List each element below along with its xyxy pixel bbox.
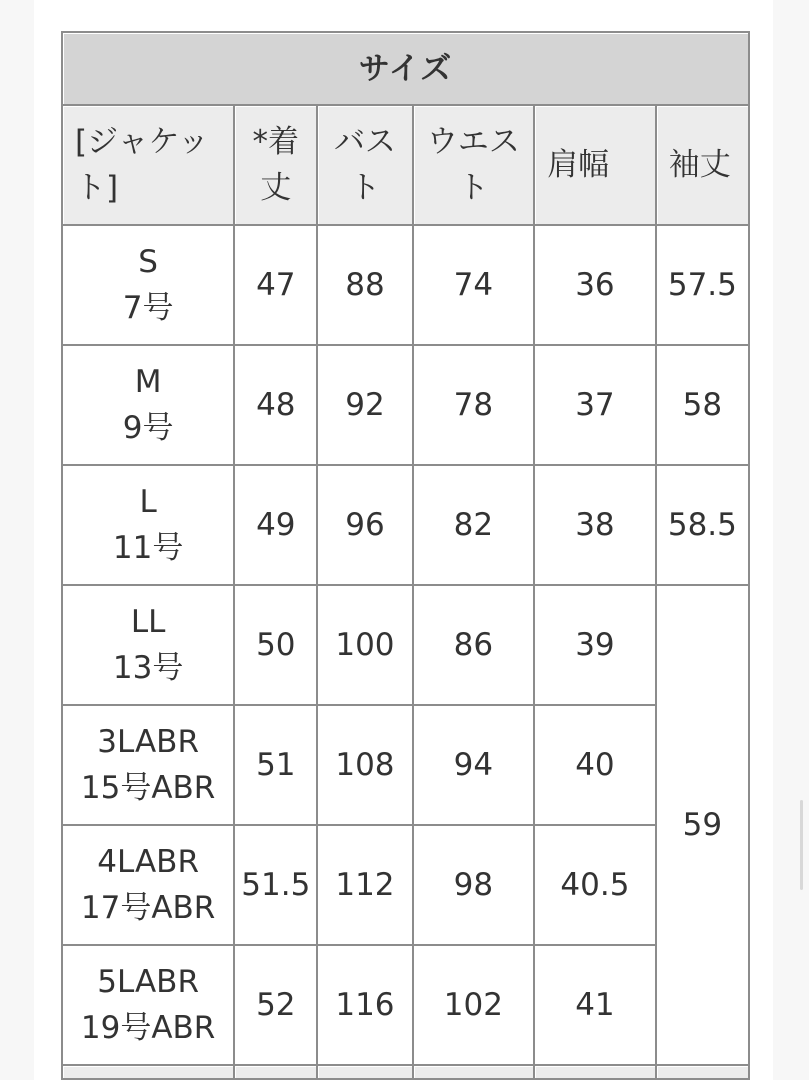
partial-cell [318, 1066, 413, 1080]
shoulder-cell: 41 [535, 946, 657, 1066]
length-cell: 48 [235, 346, 318, 466]
waist-cell: 86 [414, 586, 536, 706]
waist-cell: 82 [414, 466, 536, 586]
size-cell: LL 13号 [63, 586, 235, 706]
header-bust: バスト [318, 106, 413, 226]
shoulder-cell: 38 [535, 466, 657, 586]
header-waist: ウエスト [414, 106, 536, 226]
size-cell: 5LABR 19号ABR [63, 946, 235, 1066]
shoulder-cell: 40 [535, 706, 657, 826]
partial-cell [657, 1066, 750, 1080]
scrollbar-thumb[interactable] [800, 800, 803, 890]
table-row [63, 826, 750, 946]
header-size: [ジャケット] [63, 106, 235, 226]
shoulder-cell: 40.5 [535, 826, 657, 946]
page-margin-right [773, 0, 809, 1080]
page-margin-left [0, 0, 34, 1080]
bust-cell: 108 [318, 706, 413, 826]
bust-cell: 88 [318, 226, 413, 346]
table-row-partial [63, 1066, 750, 1080]
table-row [63, 466, 750, 586]
table-row [63, 226, 750, 346]
waist-cell: 78 [414, 346, 536, 466]
length-cell: 49 [235, 466, 318, 586]
sleeve-cell: 57.5 [657, 226, 750, 346]
length-cell: 52 [235, 946, 318, 1066]
size-cell: M 9号 [63, 346, 235, 466]
sleeve-cell: 58.5 [657, 466, 750, 586]
waist-cell: 74 [414, 226, 536, 346]
sleeve-merged-cell: 59 [657, 586, 750, 1066]
shoulder-cell: 39 [535, 586, 657, 706]
waist-cell: 98 [414, 826, 536, 946]
partial-cell [535, 1066, 657, 1080]
sleeve-cell: 58 [657, 346, 750, 466]
bust-cell: 116 [318, 946, 413, 1066]
partial-cell [63, 1066, 235, 1080]
bust-cell: 100 [318, 586, 413, 706]
header-row [63, 106, 750, 226]
waist-cell: 94 [414, 706, 536, 826]
header-length: *着丈 [235, 106, 318, 226]
length-cell: 51.5 [235, 826, 318, 946]
table-title: サイズ [63, 33, 750, 106]
length-cell: 47 [235, 226, 318, 346]
partial-cell [414, 1066, 536, 1080]
length-cell: 50 [235, 586, 318, 706]
bust-cell: 112 [318, 826, 413, 946]
table-row [63, 706, 750, 826]
partial-cell [235, 1066, 318, 1080]
size-cell: 4LABR 17号ABR [63, 826, 235, 946]
shoulder-cell: 37 [535, 346, 657, 466]
shoulder-cell: 36 [535, 226, 657, 346]
table-row [63, 586, 750, 706]
size-cell: 3LABR 15号ABR [63, 706, 235, 826]
table-row [63, 346, 750, 466]
size-cell: L 11号 [63, 466, 235, 586]
header-shoulder: 肩幅 [535, 106, 657, 226]
bust-cell: 92 [318, 346, 413, 466]
header-sleeve: 袖丈 [657, 106, 750, 226]
length-cell: 51 [235, 706, 318, 826]
size-cell: S 7号 [63, 226, 235, 346]
bust-cell: 96 [318, 466, 413, 586]
table-row [63, 946, 750, 1066]
waist-cell: 102 [414, 946, 536, 1066]
size-table [61, 31, 750, 1080]
